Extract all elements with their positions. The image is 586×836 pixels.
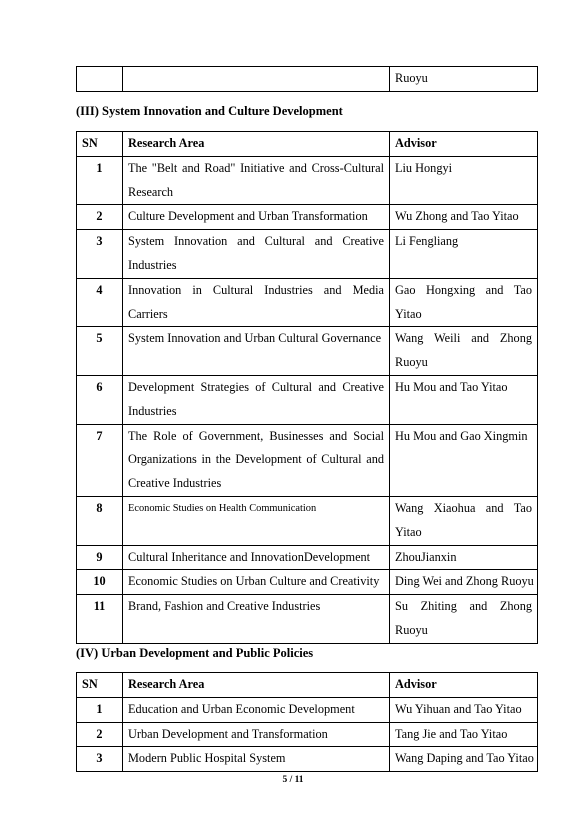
sn-cell: 8 bbox=[77, 496, 123, 545]
sn-cell: 1 bbox=[77, 697, 123, 722]
table-row bbox=[77, 67, 538, 92]
research-area-cell: Brand, Fashion and Creative Industries bbox=[123, 595, 390, 644]
sn-cell: 1 bbox=[77, 156, 123, 205]
table-row bbox=[77, 278, 538, 327]
table-row bbox=[77, 747, 538, 772]
table-row bbox=[77, 156, 538, 205]
table-row bbox=[77, 697, 538, 722]
sn-cell: 5 bbox=[77, 327, 123, 376]
research-area-header: Research Area bbox=[123, 132, 390, 157]
sn-cell: 3 bbox=[77, 747, 123, 772]
research-area-cell: The "Belt and Road" Initiative and Cross-Cultural Research bbox=[123, 156, 390, 205]
research-area-cell: Development Strategies of Cultural and Creative Industries bbox=[123, 375, 390, 424]
research-area-cell: The Role of Government, Businesses and Social Organizations in the Development of Cultural and Creative Industries bbox=[123, 424, 390, 496]
sn-header: SN bbox=[77, 132, 123, 157]
advisor-header: Advisor bbox=[390, 673, 538, 698]
carryover-table bbox=[76, 66, 538, 92]
research-area-header: Research Area bbox=[123, 673, 390, 698]
table-row bbox=[77, 375, 538, 424]
sn-cell: 7 bbox=[77, 424, 123, 496]
research-area-cell: Economic Studies on Urban Culture and Creativity bbox=[123, 570, 390, 595]
section4-table bbox=[76, 672, 538, 772]
research-area-cell: Urban Development and Transformation bbox=[123, 722, 390, 747]
advisor-cell: Liu Hongyi bbox=[390, 156, 538, 205]
advisor-cell: Hu Mou and Tao Yitao bbox=[390, 375, 538, 424]
research-area-cell: Cultural Inheritance and InnovationDevelopment bbox=[123, 545, 390, 570]
sn-cell: 3 bbox=[77, 230, 123, 279]
advisor-cell: Hu Mou and Gao Xingmin bbox=[390, 424, 538, 496]
advisor-cell: Wang Daping and Tao Yitao bbox=[390, 747, 538, 772]
table-row bbox=[77, 496, 538, 545]
advisor-cell: Su Zhiting and Zhong Ruoyu bbox=[390, 595, 538, 644]
sn-cell: 6 bbox=[77, 375, 123, 424]
advisor-cell: ZhouJianxin bbox=[390, 545, 538, 570]
sn-header: SN bbox=[77, 673, 123, 698]
advisor-cell: Li Fengliang bbox=[390, 230, 538, 279]
advisor-cell: Wu Yihuan and Tao Yitao bbox=[390, 697, 538, 722]
table-row bbox=[77, 327, 538, 376]
advisor-cell: Wang Weili and Zhong Ruoyu bbox=[390, 327, 538, 376]
table-row bbox=[77, 424, 538, 496]
advisor-cell: Gao Hongxing and Tao Yitao bbox=[390, 278, 538, 327]
advisor-cell: Ding Wei and Zhong Ruoyu bbox=[390, 570, 538, 595]
research-area-cell: Culture Development and Urban Transformation bbox=[123, 205, 390, 230]
sn-cell: 4 bbox=[77, 278, 123, 327]
table-row bbox=[77, 722, 538, 747]
advisor-header: Advisor bbox=[390, 132, 538, 157]
sn-cell: 10 bbox=[77, 570, 123, 595]
advisor-cell: Ruoyu bbox=[390, 67, 538, 92]
research-area-cell: Education and Urban Economic Development bbox=[123, 697, 390, 722]
sn-cell: 11 bbox=[77, 595, 123, 644]
advisor-cell: Wang Xiaohua and Tao Yitao bbox=[390, 496, 538, 545]
research-area-cell: Innovation in Cultural Industries and Media Carriers bbox=[123, 278, 390, 327]
table-row bbox=[77, 570, 538, 595]
sn-cell bbox=[77, 67, 123, 92]
sn-cell: 9 bbox=[77, 545, 123, 570]
section-heading: (III) System Innovation and Culture Development bbox=[76, 104, 343, 118]
table-row bbox=[77, 595, 538, 644]
sn-cell: 2 bbox=[77, 722, 123, 747]
research-area-cell bbox=[123, 67, 390, 92]
advisor-cell: Tang Jie and Tao Yitao bbox=[390, 722, 538, 747]
page-number: 5 / 11 bbox=[282, 775, 304, 785]
research-area-cell: Economic Studies on Health Communication bbox=[123, 496, 390, 545]
table-header-row bbox=[77, 673, 538, 698]
table-header-row bbox=[77, 132, 538, 157]
table-row bbox=[77, 230, 538, 279]
sn-cell: 2 bbox=[77, 205, 123, 230]
research-area-cell: System Innovation and Urban Cultural Governance bbox=[123, 327, 390, 376]
table-row bbox=[77, 205, 538, 230]
table-row bbox=[77, 545, 538, 570]
advisor-cell: Wu Zhong and Tao Yitao bbox=[390, 205, 538, 230]
research-area-cell: Modern Public Hospital System bbox=[123, 747, 390, 772]
research-area-cell: System Innovation and Cultural and Creative Industries bbox=[123, 230, 390, 279]
section3-table bbox=[76, 131, 538, 644]
section-heading: (IV) Urban Development and Public Policies bbox=[76, 646, 314, 660]
